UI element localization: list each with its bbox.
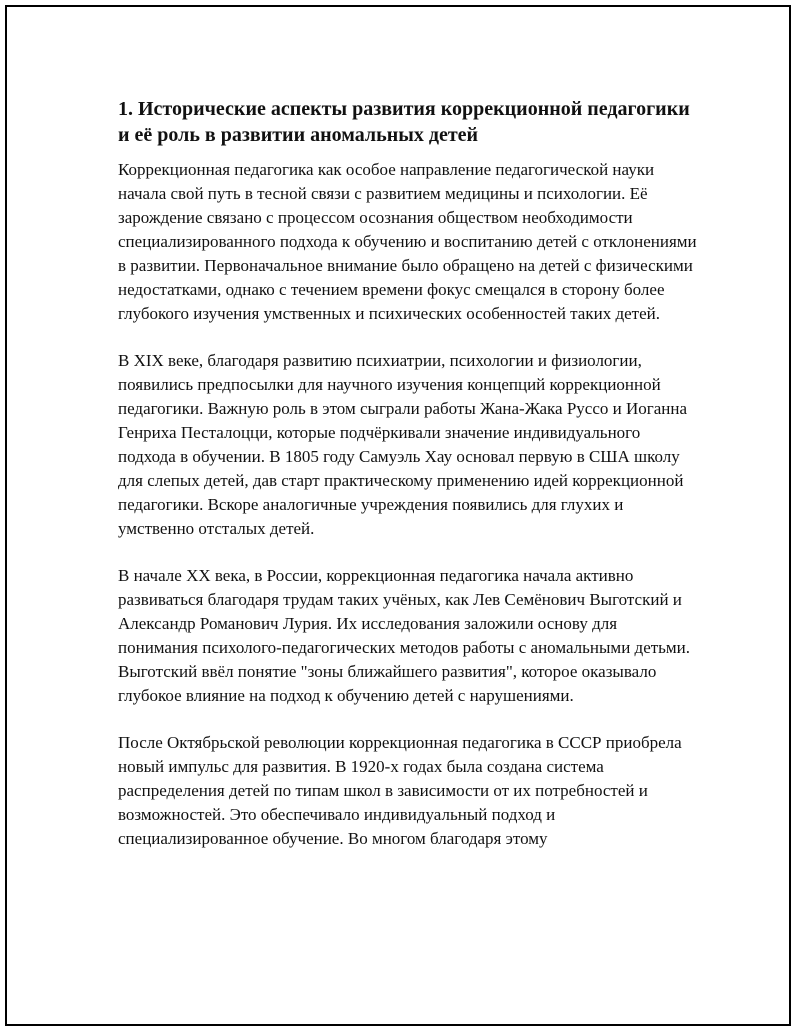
paragraph-2: В XIX веке, благодаря развитию психиатрии, психологии и физиологии, появились предпосылки для научного изучения концепций коррекционной педагогики. Важную роль в этом сыграли работы Жана-Жака Руссо и Иоганна Генриха Песталоцци, которые подчёркивали значение индивидуального подхода в обучении. В 1805 году Самуэль Хау основал первую в США школу для слепых детей, дав старт практическому применению идей коррекционной педагогики. Вскоре аналогичные учреждения появились для глухих и умственно отсталых детей.: [118, 351, 688, 538]
paragraph-3: В начале XX века, в России, коррекционная педагогика начала активно развиваться благодаря трудам таких учёных, как Лев Семёнович Выготский и Александр Романович Лурия. Их исследования заложили основу для понимания психолого-педагогических методов работы с аномальными детьми. Выготский ввёл понятие "зоны ближайшего развития", которое оказывало глубокое влияние на подход к обучению детей с нарушениями.: [118, 566, 691, 705]
paragraph-1: Коррекционная педагогика как особое направление педагогической науки начала свой путь в тесной связи с развитием медицины и психологии. Её зарождение связано с процессом осознания обществом необходимости специализированного подхода к обучению и воспитанию детей с отклонениями в развитии. Первоначальное внимание было обращено на детей с физическими недостатками, однако с течением времени фокус смещался в сторону более глубокого изучения умственных и психических особенностей таких детей.: [118, 160, 697, 323]
section-heading: 1. Исторические аспекты развития коррекционной педагогики и её роль в развитии аномальных детей: [118, 98, 690, 146]
paragraph-4: После Октябрьской революции коррекционная педагогика в СССР приобрела новый импульс для развития. В 1920-х годах была создана система распределения детей по типам школ в зависимости от их потребностей и возможностей. Это обеспечивало индивидуальный подход и специализированное обучение. Во многом благодаря этому: [118, 733, 682, 848]
document-body: [118, 96, 698, 874]
